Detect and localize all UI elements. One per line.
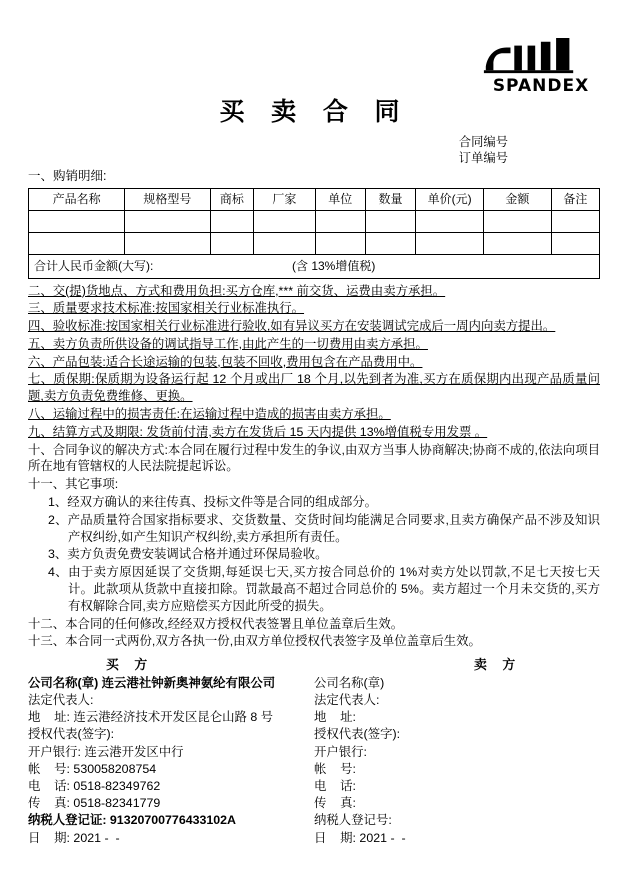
col-model: 规格型号	[125, 188, 210, 210]
clause-5: 五、卖方负责所供设备的调试指导工作,由此产生的一切费用由卖方承担。	[28, 336, 428, 351]
buyer-address: 地 址: 连云港经济技术开发区昆仑山路 8 号	[28, 710, 274, 725]
table-row[interactable]	[29, 210, 600, 232]
seller-date: 日 期: 2021 - -	[314, 830, 406, 845]
clause-6: 六、产品包装:适合长途运输的包装,包装不回收,费用包含在产品费用中。	[28, 354, 423, 369]
seller-account: 帐 号:	[314, 761, 356, 776]
document-content	[28, 135, 600, 847]
col-remark: 备注	[551, 188, 599, 210]
col-product-name: 产品名称	[29, 188, 125, 210]
buyer-authorized-rep: 授权代表(签字):	[28, 727, 115, 742]
seller-company-name: 公司名称(章)	[314, 675, 385, 690]
cell-brand[interactable]	[210, 232, 254, 254]
cell-unit-price[interactable]	[416, 210, 484, 232]
sub-clause-4: 4、由于卖方原因延误了交货期,每延误七天,买方按合同总价的 1%对卖方处以罚款,不足七天按七天计。此款项从货款中直接扣除。罚款最高不超过合同总价的 5%。卖方超过一个月未交货的,买方有权解除合同,卖方应赔偿买方因此所受的损失。	[48, 565, 600, 613]
table-row[interactable]	[29, 232, 600, 254]
seller-fax: 传 真:	[314, 796, 356, 811]
buyer-date: 日 期: 2021 - -	[28, 830, 120, 845]
cell-product-name[interactable]	[29, 210, 125, 232]
header-numbers	[28, 135, 600, 166]
cell-quantity[interactable]	[365, 210, 415, 232]
company-logo	[482, 38, 600, 95]
table-total-row	[29, 254, 600, 278]
seller-legal-rep: 法定代表人:	[314, 692, 380, 707]
clause-4: 四、验收标准:按国家相关行业标准进行验收,如有异议买方在安装调试完成后一周内向卖方提出。	[28, 319, 556, 334]
col-amount: 金额	[484, 188, 552, 210]
buyer-fax: 传 真: 0518-82341779	[28, 796, 161, 811]
section-purchase-detail-title: 一、购销明细:	[28, 169, 107, 183]
cell-model[interactable]	[125, 232, 210, 254]
total-tax-note: (含 13%增值税)	[292, 258, 376, 273]
buyer-phone: 电 话: 0518-82349762	[28, 778, 161, 793]
signature-headings	[28, 657, 600, 674]
sub-clause-3: 3、卖方负责免费安装调试合格并通过环保局验收。	[48, 547, 328, 562]
clause-8: 八、运输过程中的损害责任:在运输过程中造成的损害由卖方承担。	[28, 407, 391, 422]
cell-manufacturer[interactable]	[254, 232, 315, 254]
clause-2: 二、交(提)货地点、方式和费用负担:买方仓库,*** 前交货、运费由卖方承担。	[28, 283, 446, 298]
cell-unit-price[interactable]	[416, 232, 484, 254]
buyer-tax-id: 纳税人登记证: 91320700776433102A	[28, 813, 237, 828]
seller-tax-id: 纳税人登记号:	[314, 813, 392, 828]
col-unit-price: 单价(元)	[416, 188, 484, 210]
sub-clause-1: 1、经双方确认的来往传真、投标文件等是合同的组成部分。	[48, 495, 378, 510]
cell-manufacturer[interactable]	[254, 210, 315, 232]
total-label: 合计人民币金额(大写):	[34, 258, 154, 273]
buyer-column	[28, 675, 314, 847]
buyer-heading: 买 方	[106, 657, 154, 673]
buyer-company-name: 公司名称(章) 连云港社钟新奥神氨纶有限公司	[28, 675, 276, 690]
clause-3: 三、质量要求技术标准:按国家相关行业标准执行。	[28, 301, 305, 316]
col-manufacturer: 厂家	[254, 188, 315, 210]
cell-remark[interactable]	[551, 210, 599, 232]
page-title: 买 卖 合 同	[219, 97, 409, 126]
seller-column	[314, 675, 600, 847]
seller-heading: 卖 方	[474, 657, 522, 673]
cell-model[interactable]	[125, 210, 210, 232]
order-number-label: 订单编号	[458, 151, 508, 165]
cell-remark[interactable]	[551, 232, 599, 254]
cell-amount[interactable]	[484, 210, 552, 232]
cell-unit[interactable]	[315, 232, 365, 254]
buyer-legal-rep: 法定代表人:	[28, 692, 94, 707]
signature-block	[28, 675, 600, 847]
cell-brand[interactable]	[210, 210, 254, 232]
clause-9: 九、结算方式及期限: 发货前付清,卖方在发货后 15 天内提供 13%增值税专用发票 。	[28, 424, 488, 439]
logo-wordmark: SPANDEX	[492, 76, 590, 96]
seller-authorized-rep: 授权代表(签字):	[314, 727, 401, 742]
table-header-row	[29, 188, 600, 210]
seller-address: 地 址:	[314, 710, 356, 725]
goods-table	[28, 188, 600, 279]
col-unit: 单位	[315, 188, 365, 210]
col-quantity: 数量	[365, 188, 415, 210]
clause-7: 七、质保期:保质期为设备运行起 12 个月或出厂 18 个月,以先到者为准,买方在质保期内出现产品质量问题,卖方负责免费维修、更换。	[28, 372, 600, 404]
spandex-logo-mark	[482, 38, 594, 76]
seller-bank: 开户银行:	[314, 744, 368, 759]
cell-quantity[interactable]	[365, 232, 415, 254]
total-cell	[29, 254, 600, 278]
col-brand: 商标	[210, 188, 254, 210]
clause-list	[28, 283, 600, 651]
buyer-account: 帐 号: 530058208754	[28, 761, 157, 776]
cell-amount[interactable]	[484, 232, 552, 254]
cell-product-name[interactable]	[29, 232, 125, 254]
sub-clause-2: 2、产品质量符合国家指标要求、交货数量、交货时间均能满足合同要求,且卖方确保产品不涉及知识产权纠纷,如产生知识产权纠纷,卖方承担所有责任。	[48, 512, 600, 544]
cell-unit[interactable]	[315, 210, 365, 232]
clause-13: 十三、本合同一式两份,双方各执一份,由双方单位授权代表签字及单位盖章后生效。	[28, 634, 481, 649]
buyer-bank: 开户银行: 连云港开发区中行	[28, 744, 184, 759]
clause-10: 十、合同争议的解决方式:本合同在履行过程中发生的争议,由双方当事人协商解决;协商不成的,依法向项目所在地有管辖权的人民法院提起诉讼。	[28, 442, 600, 474]
seller-phone: 电 话:	[314, 778, 356, 793]
contract-number-label: 合同编号	[458, 135, 508, 149]
clause-11: 十一、其它事项:	[28, 477, 119, 492]
clause-12: 十二、本合同的任何修改,经经双方授权代表签署且单位盖章后生效。	[28, 616, 404, 631]
